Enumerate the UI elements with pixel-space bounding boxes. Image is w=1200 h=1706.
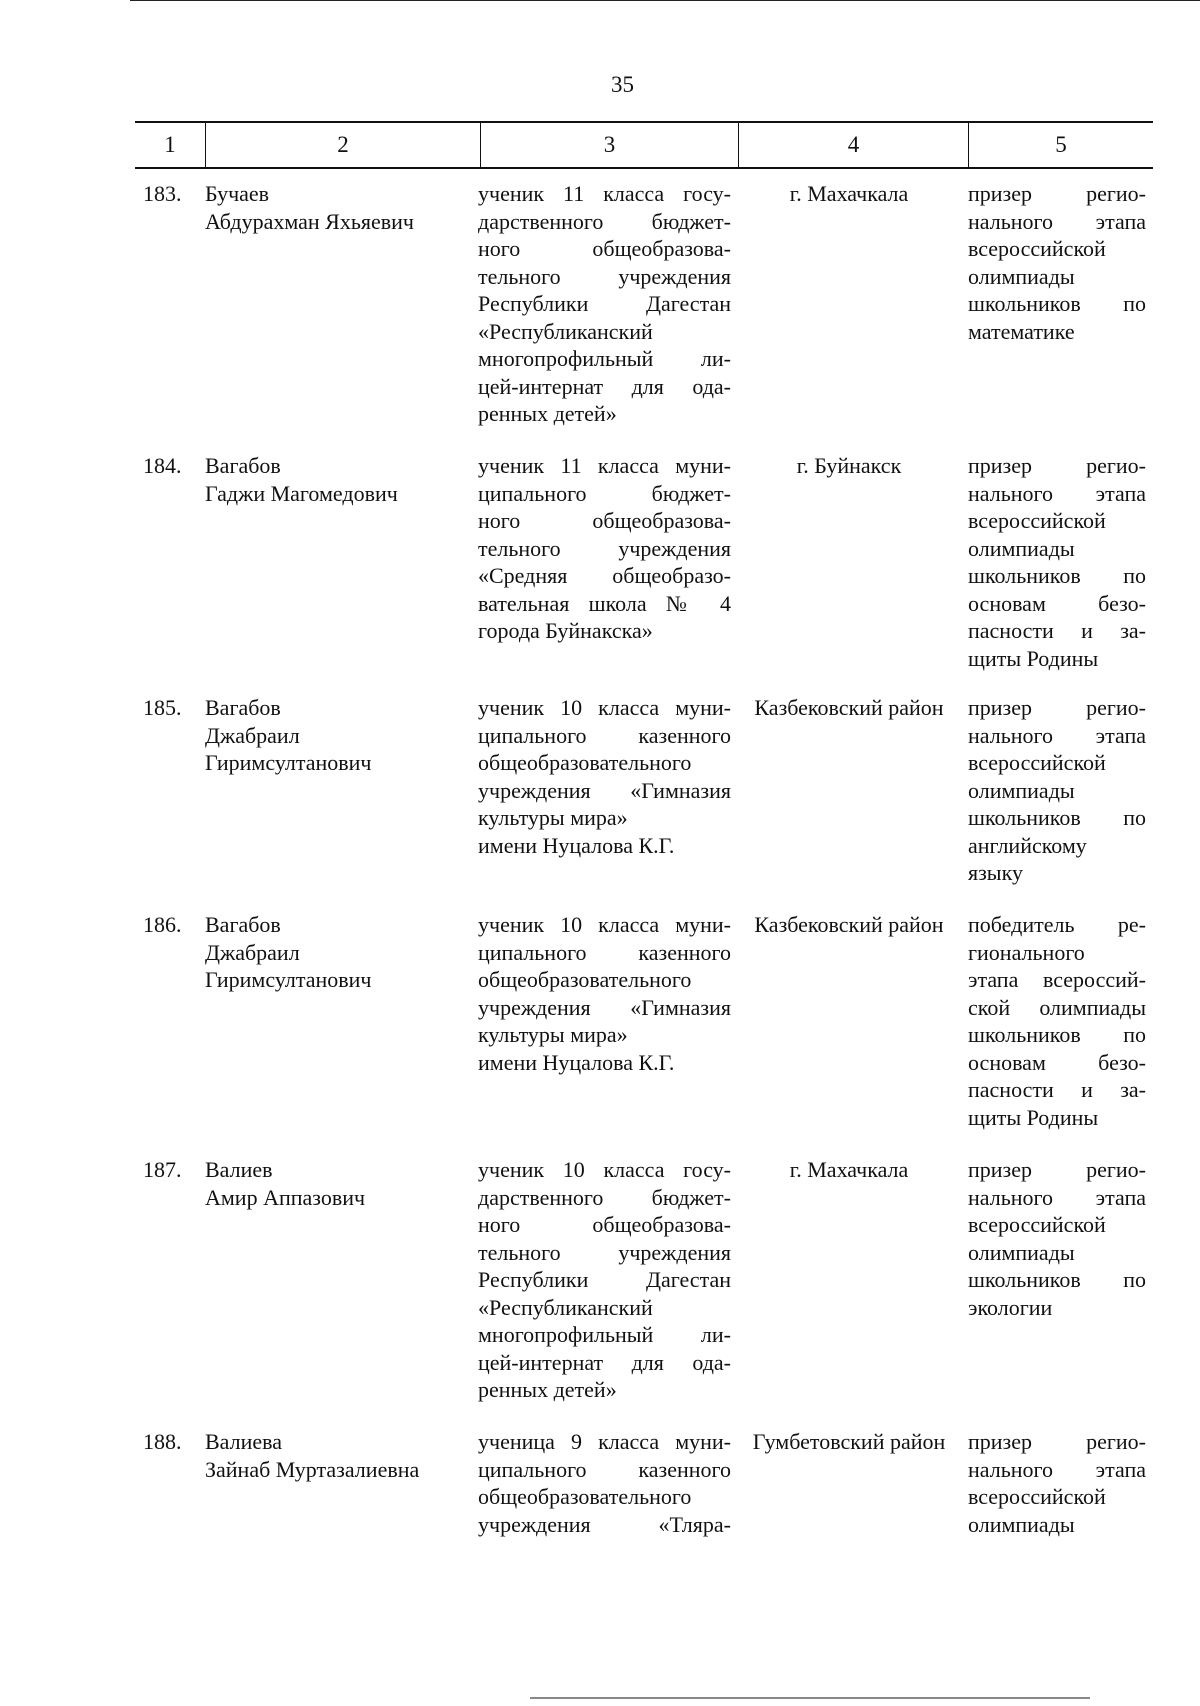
place: г. Махачкала (789, 1157, 909, 1182)
row-number: 185. (143, 695, 182, 720)
person-name: Валиев Амир Аппазович (205, 1157, 366, 1210)
place: г. Буйнакск (796, 453, 902, 478)
row-number: 184. (143, 453, 182, 478)
bottom-scan-edge (530, 1697, 1090, 1699)
place: Казбековский район (754, 912, 944, 937)
school-description: ученик 10 класса муни- ципального казенного общеобразовательного учреждения «Гимназия культуры мира» имени Нуцалова К.Г. (478, 695, 731, 858)
top-edge-rule (130, 0, 1200, 1)
page-number: 35 (611, 72, 634, 97)
place: г. Махачкала (789, 181, 909, 206)
award-status: призер регио- нального этапа всероссийской олимпиады (968, 1429, 1146, 1537)
header-col-2: 2 (205, 123, 480, 167)
school-description: ученик 11 класса муни- ципального бюджет- ного общеобразова- тельного учреждения «Средняя общеобразо- вательная школа № 4 города Буйнакска» (478, 453, 731, 643)
school-description: ученица 9 класса муни- ципального казенного общеобразовательного учреждения «Тляра- (478, 1429, 731, 1537)
person-name: Бучаев Абдурахман Яхьяевич (205, 181, 414, 234)
header-col-5: 5 (968, 123, 1153, 167)
award-status: призер регио- нального этапа всероссийской олимпиады школьников по экологии (968, 1157, 1146, 1320)
place: Казбековский район (754, 695, 944, 720)
award-status: призер регио- нального этапа всероссийской олимпиады школьников по математике (968, 181, 1146, 344)
award-status: призер регио- нального этапа всероссийской олимпиады школьников по основам безо- пасности и за- щиты Родины (968, 453, 1146, 671)
table-header (135, 121, 1153, 169)
header-col-4: 4 (738, 123, 968, 167)
person-name: Вагабов Гаджи Магомедович (205, 453, 398, 506)
row-number: 187. (143, 1157, 182, 1182)
person-name: Вагабов Джабраил Гиримсултанович (205, 695, 372, 775)
row-number: 186. (143, 912, 182, 937)
award-status: победитель ре- гионального этапа всероссий- ской олимпиады школьников по основам безо- пасности и за- щиты Родины (968, 912, 1146, 1130)
person-name: Вагабов Джабраил Гиримсултанович (205, 912, 372, 992)
school-description: ученик 10 класса госу- дарственного бюджет- ного общеобразова- тельного учреждения Республики Дагестан «Республиканский многопрофильный ли- цей-интернат для ода- ренных детей» (478, 1157, 731, 1402)
row-number: 188. (143, 1429, 182, 1454)
header-col-1: 1 (164, 132, 176, 157)
school-description: ученик 10 класса муни- ципального казенного общеобразовательного учреждения «Гимназия культуры мира» имени Нуцалова К.Г. (478, 912, 731, 1075)
header-col-3: 3 (480, 123, 738, 167)
school-description: ученик 11 класса госу- дарственного бюджет- ного общеобразова- тельного учреждения Республики Дагестан «Республиканский многопрофильный ли- цей-интернат для ода- ренных детей» (478, 181, 731, 426)
row-number: 183. (143, 181, 182, 206)
place: Гумбетовский район (752, 1429, 946, 1454)
award-status: призер регио- нального этапа всероссийской олимпиады школьников по английскому языку (968, 695, 1146, 885)
person-name: Валиева Зайнаб Муртазалиевна (205, 1429, 420, 1482)
